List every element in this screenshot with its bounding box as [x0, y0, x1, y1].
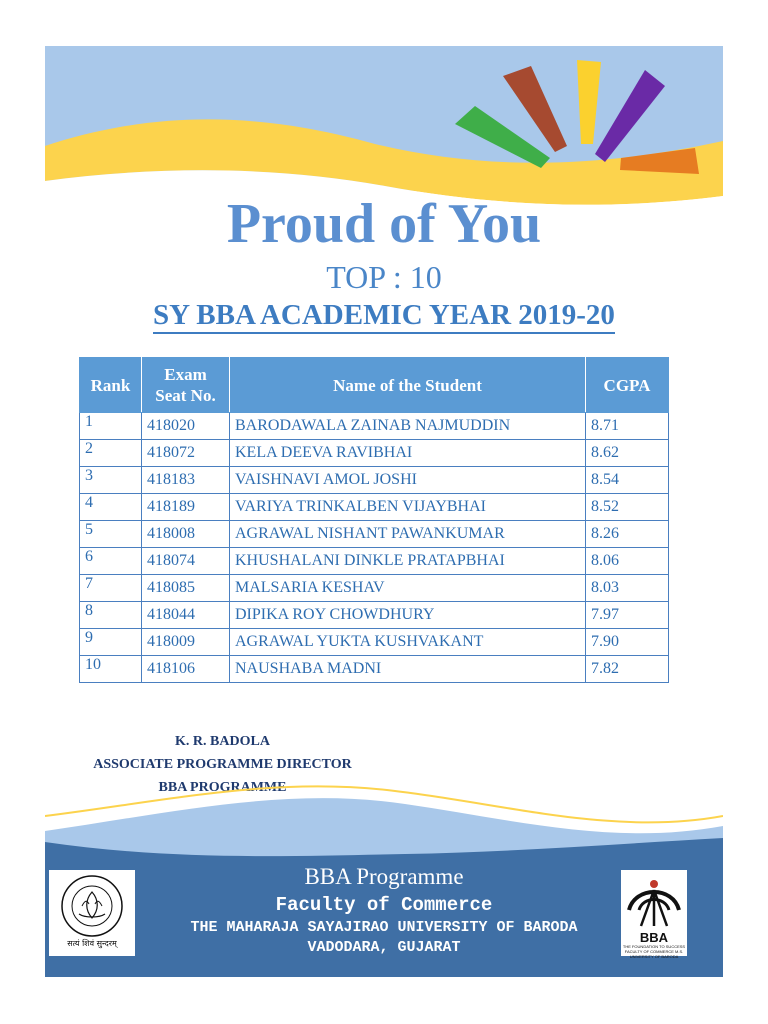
rank-cell: 1: [80, 413, 142, 440]
table-header-row: [80, 358, 669, 413]
cgpa-cell: 7.82: [586, 656, 669, 683]
table-body: [80, 413, 669, 683]
signatory-programme: BBA PROGRAMME: [158, 780, 287, 795]
cgpa-cell: 8.06: [586, 548, 669, 575]
seat-cell: 418009: [142, 629, 230, 656]
table-row: [80, 521, 669, 548]
bba-logo: [621, 870, 687, 959]
table-row: [80, 467, 669, 494]
cgpa-cell: 7.97: [586, 602, 669, 629]
footer-city: VADODARA, GUJARAT: [307, 939, 461, 956]
table-row: [80, 440, 669, 467]
seat-header: [142, 358, 230, 413]
cgpa-cell: 8.03: [586, 575, 669, 602]
student-name-cell: KHUSHALANI DINKLE PRATAPBHAI: [230, 548, 586, 575]
seat-cell: 418020: [142, 413, 230, 440]
seat-cell: 418072: [142, 440, 230, 467]
student-name-cell: KELA DEEVA RAVIBHAI: [230, 440, 586, 467]
cgpa-cell: 8.52: [586, 494, 669, 521]
student-name-cell: DIPIKA ROY CHOWDHURY: [230, 602, 586, 629]
seat-cell: 418074: [142, 548, 230, 575]
table-row: [80, 413, 669, 440]
rank-header: Rank: [80, 358, 142, 413]
cgpa-cell: 7.90: [586, 629, 669, 656]
student-name-cell: AGRAWAL YUKTA KUSHVAKANT: [230, 629, 586, 656]
seat-cell: 418008: [142, 521, 230, 548]
page-title: Proud of You: [226, 193, 542, 255]
student-name-cell: NAUSHABA MADNI: [230, 656, 586, 683]
rank-cell: 6: [80, 548, 142, 575]
cgpa-cell: 8.54: [586, 467, 669, 494]
rank-cell: 5: [80, 521, 142, 548]
cgpa-cell: 8.62: [586, 440, 669, 467]
cgpa-cell: 8.26: [586, 521, 669, 548]
footer-faculty: Faculty of Commerce: [275, 894, 493, 916]
seat-header-line1: Exam: [164, 365, 207, 384]
rank-cell: 4: [80, 494, 142, 521]
cgpa-cell: 8.71: [586, 413, 669, 440]
student-name-cell: AGRAWAL NISHANT PAWANKUMAR: [230, 521, 586, 548]
signatory-name: K. R. BADOLA: [175, 734, 270, 749]
results-table: [79, 357, 669, 683]
student-name-cell: BARODAWALA ZAINAB NAJMUDDIN: [230, 413, 586, 440]
rank-cell: 9: [80, 629, 142, 656]
seat-cell: 418189: [142, 494, 230, 521]
msu-motto: सत्यं शिवं सुन्दरम्: [67, 939, 117, 948]
bba-logo-subtext: THE FOUNDATION TO SUCCESS FACULTY OF COMMERCE M.S. UNIVERSITY OF BARODA: [622, 944, 686, 959]
seat-header-line2: Seat No.: [155, 386, 216, 405]
academic-year-heading: [45, 298, 723, 332]
student-name-cell: VAISHNAVI AMOL JOSHI: [230, 467, 586, 494]
top-ten-label: TOP : 10: [326, 259, 442, 295]
seat-cell: 418106: [142, 656, 230, 683]
rank-cell: 3: [80, 467, 142, 494]
table-row: [80, 548, 669, 575]
name-header: Name of the Student: [230, 358, 586, 413]
seat-cell: 418085: [142, 575, 230, 602]
cgpa-header: CGPA: [586, 358, 669, 413]
seat-cell: 418183: [142, 467, 230, 494]
poster: [45, 46, 723, 977]
rank-cell: 8: [80, 602, 142, 629]
footer-programme: BBA Programme: [304, 864, 464, 889]
signatory-designation: ASSOCIATE PROGRAMME DIRECTOR: [93, 757, 352, 772]
table-row: [80, 494, 669, 521]
academic-year-text: SY BBA ACADEMIC YEAR 2019-20: [153, 299, 615, 334]
student-name-cell: MALSARIA KESHAV: [230, 575, 586, 602]
bba-emblem-icon: [621, 870, 687, 930]
msu-emblem-icon: [49, 870, 135, 940]
table-row: [80, 602, 669, 629]
rank-cell: 10: [80, 656, 142, 683]
footer-university: THE MAHARAJA SAYAJIRAO UNIVERSITY OF BARODA: [190, 919, 578, 936]
table-row: [80, 575, 669, 602]
rank-cell: 7: [80, 575, 142, 602]
table-row: [80, 656, 669, 683]
msu-logo: [49, 870, 135, 956]
bba-logo-text: BBA: [639, 930, 669, 945]
student-name-cell: VARIYA TRINKALBEN VIJAYBHAI: [230, 494, 586, 521]
rank-cell: 2: [80, 440, 142, 467]
seat-cell: 418044: [142, 602, 230, 629]
table-row: [80, 629, 669, 656]
